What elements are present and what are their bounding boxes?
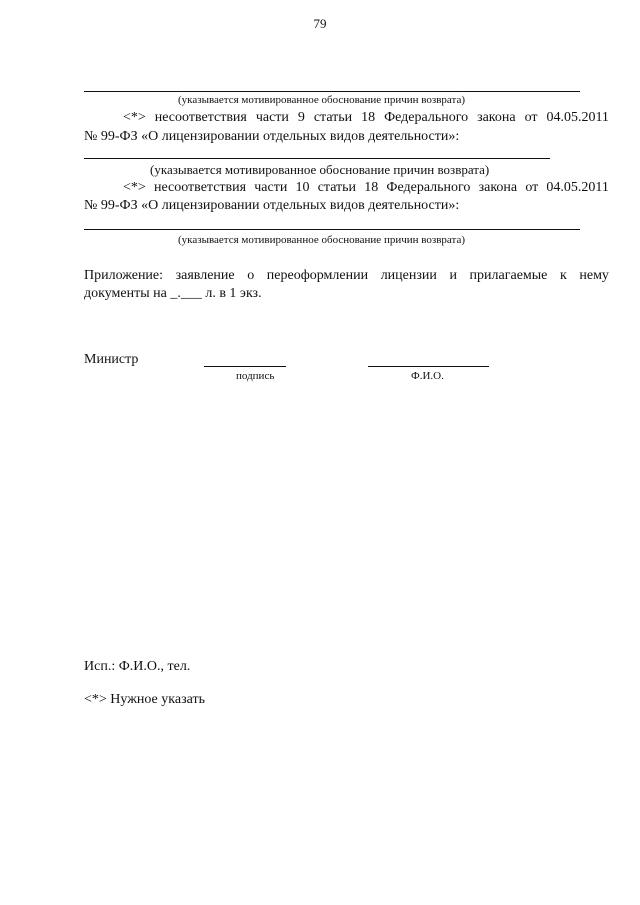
word: статьи: [313, 110, 353, 125]
word: несоответствия: [153, 180, 247, 195]
word: переоформлении: [266, 268, 369, 283]
word: части: [254, 180, 288, 195]
reason-caption-2: (указывается мотивированное обоснование причин возврата): [150, 162, 490, 177]
law-title-line-part9: № 99-ФЗ «О лицензировании отдельных видов деятельности»:: [84, 129, 460, 144]
word: прилагаемые: [469, 268, 548, 283]
word: <*>: [123, 110, 146, 125]
word: 04.05.2011: [546, 110, 609, 125]
word: о: [247, 268, 255, 283]
word: Федерального: [384, 110, 469, 125]
reason-blank-line-3: [84, 229, 580, 230]
word: 10: [295, 180, 310, 195]
legal-reference-line-part10: [123, 180, 609, 196]
word: закона: [477, 110, 516, 125]
reason-caption-1: (указывается мотивированное обоснование причин возврата): [178, 94, 466, 106]
executor-line: Исп.: Ф.И.О., тел.: [84, 659, 191, 674]
word: от: [525, 180, 539, 195]
word: <*>: [123, 180, 146, 195]
page-number: 79: [313, 16, 327, 31]
word: 18: [364, 180, 379, 195]
word: Приложение:: [84, 268, 164, 283]
legal-reference-line-part9: [123, 110, 609, 126]
word: 9: [297, 110, 305, 125]
name-line: [368, 366, 489, 367]
footnote: <*> Нужное указать: [84, 692, 205, 707]
signature-label: подпись: [236, 370, 275, 382]
word: лицензии: [380, 268, 437, 283]
word: заявление: [175, 268, 235, 283]
reason-caption-3: (указывается мотивированное обоснование причин возврата): [178, 234, 466, 246]
attachment-line-1: [84, 268, 609, 284]
word: Федерального: [386, 180, 471, 195]
signatory-role: Министр: [84, 352, 139, 367]
word: от: [524, 110, 538, 125]
reason-blank-line-2: [84, 158, 550, 159]
word: части: [255, 110, 289, 125]
word: 04.05.2011: [546, 180, 609, 195]
word: нему: [579, 268, 609, 283]
word: статьи: [317, 180, 357, 195]
word: и: [449, 268, 457, 283]
attachment-line-2: документы на _.___ л. в 1 экз.: [84, 286, 262, 301]
signature-line: [204, 366, 286, 367]
reason-blank-line-1: [84, 91, 580, 92]
word: закона: [478, 180, 518, 195]
word: 18: [361, 110, 376, 125]
word: несоответствия: [154, 110, 247, 125]
law-title-line-part10: № 99-ФЗ «О лицензировании отдельных видов деятельности»:: [84, 198, 460, 213]
name-label: Ф.И.О.: [411, 370, 444, 382]
word: к: [559, 268, 567, 283]
